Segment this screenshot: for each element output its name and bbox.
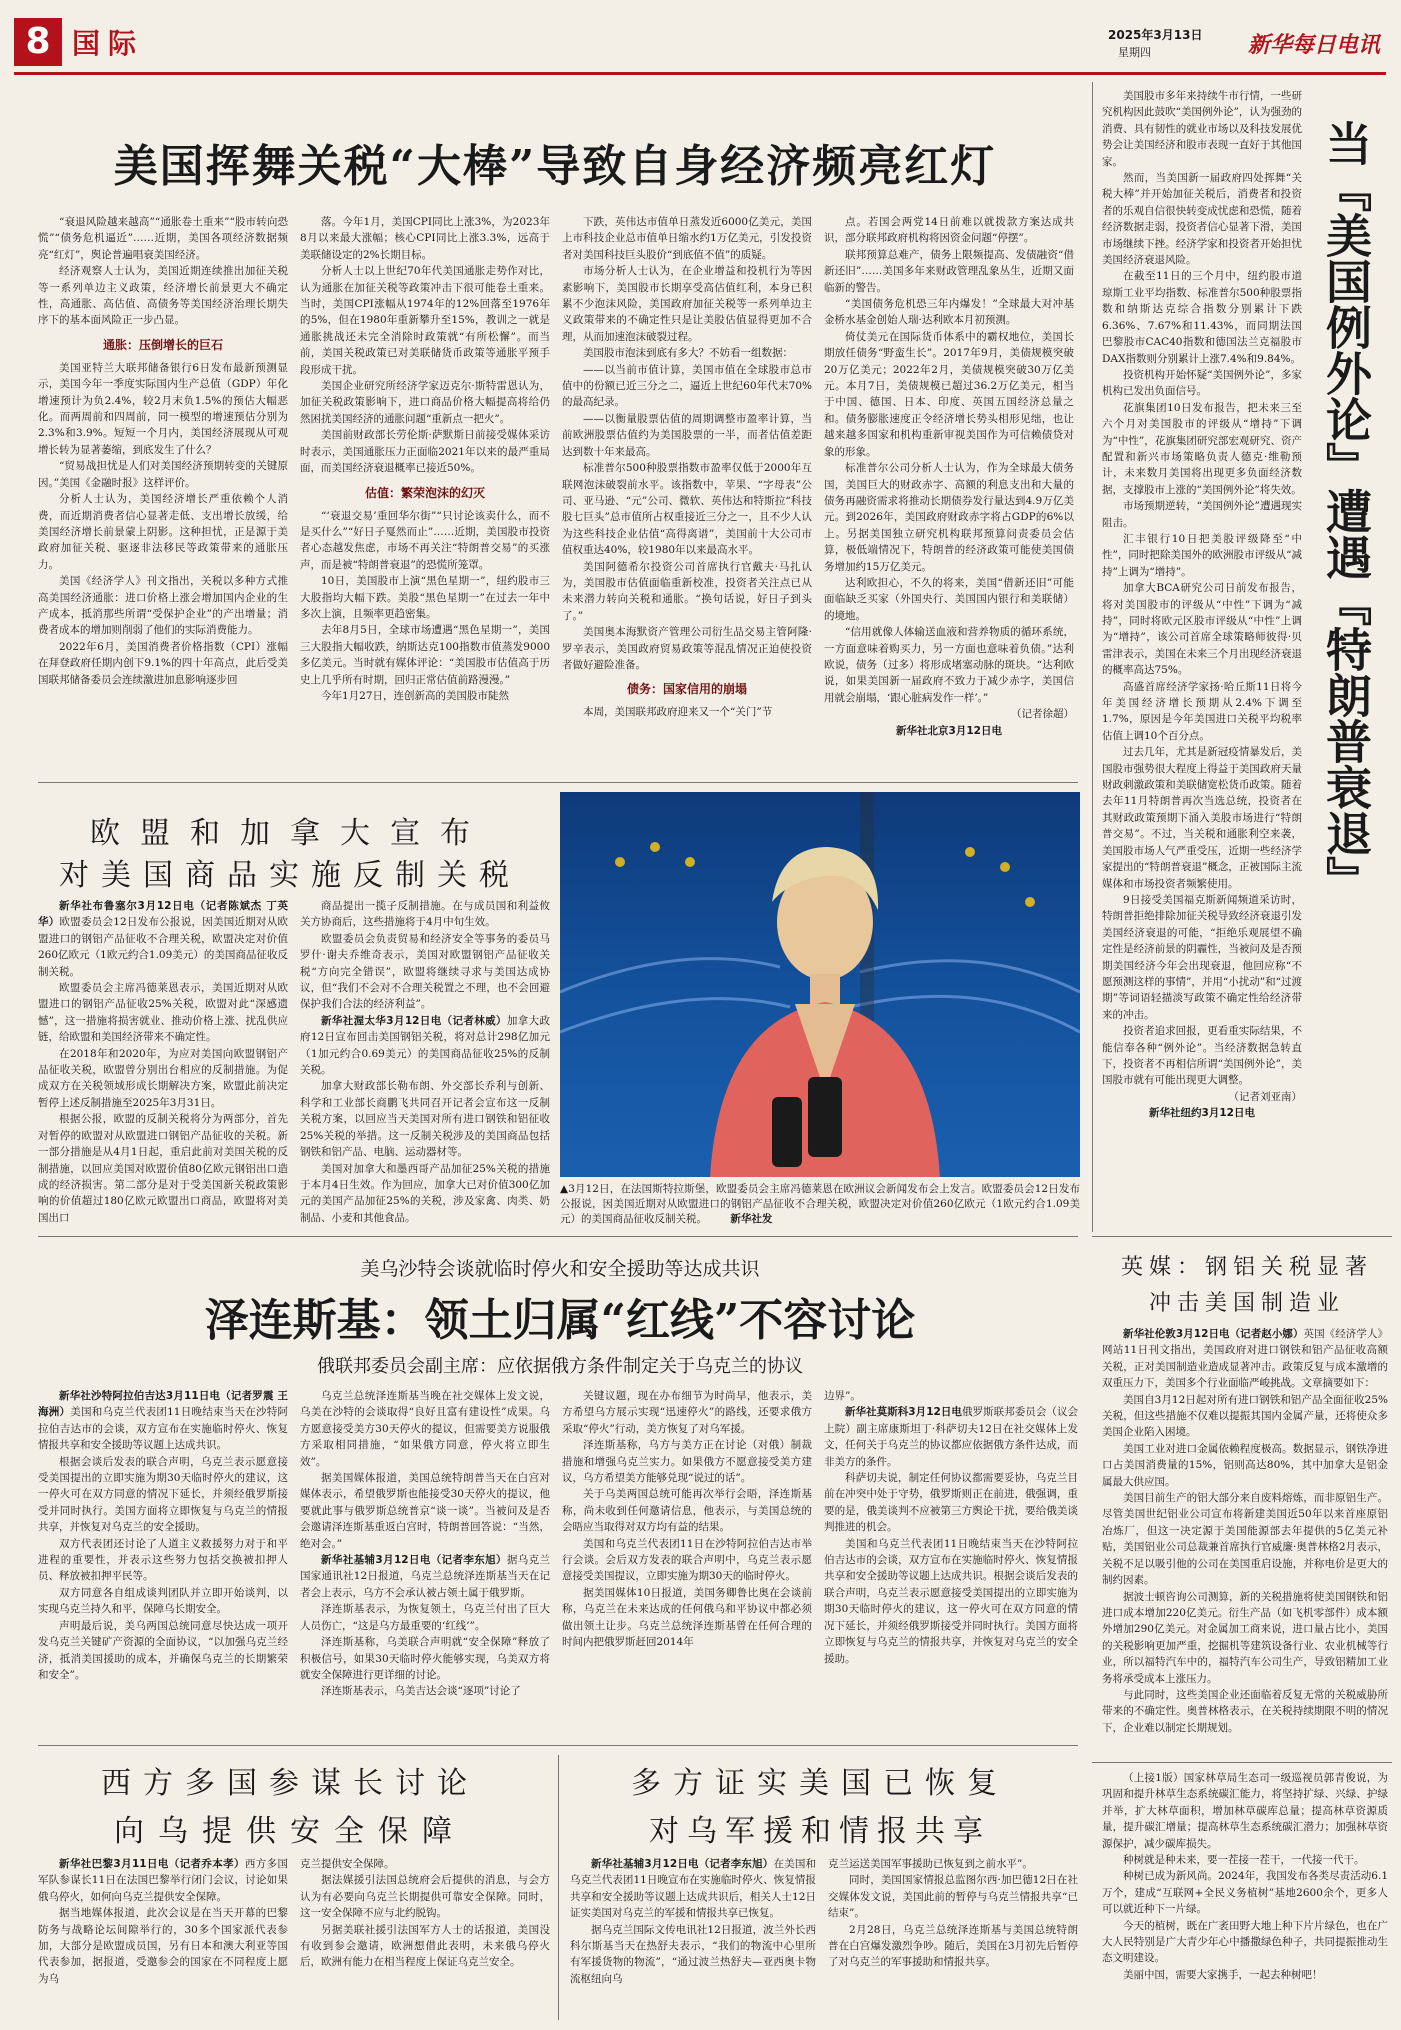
- newspaper-logo: 新华每日电讯: [1248, 32, 1381, 58]
- dateline: 新华社北京3月12日电: [896, 724, 1002, 737]
- paragraph: 美丽中国，需要大家携手，一起去种树吧！: [1123, 1968, 1323, 1981]
- paragraph-text: 西方多国军队参谋长11日在法国巴黎举行闭门会议，讨论如果俄乌停火，如何向乌克兰提供安全保障。: [38, 1858, 288, 1903]
- paragraph-text: 欧盟委员会12日发布公报说，因美国近期对从欧盟进口的钢铝产品征收不合理关税，欧盟决定对价值260亿欧元（1欧元约合1.09美元）的美国商品征收反制关税。: [38, 916, 288, 978]
- paragraph: 2月28日，乌克兰总统泽连斯基与美国总统特朗普在白宫爆发激烈争吵。随后，美国在3月初先后暂停了对乌克兰的军事援助和情报共享。: [828, 1923, 1078, 1969]
- dateline: 新华社莫斯科3月12日电: [845, 1406, 962, 1419]
- paragraph: 据美国媒体报道，美国总统特朗普当天在白宫对媒体表示，希望俄罗斯也能接受30天停火的提议，他要就此事与俄罗斯总统普京“谈一谈”。当被问及是否会邀请泽连斯基重返白宫时，特朗普回答说：“当然，绝对会。”: [300, 1472, 550, 1550]
- byline: （记者刘亚南）: [1228, 1090, 1302, 1103]
- paragraph: 另据美联社援引法国军方人士的话报道，美国没有收到参会邀请，欧洲想借此表明，未来俄乌停火后，欧洲有能力在相当程度上保证乌克兰安全。: [300, 1923, 550, 1969]
- paragraph: 泽连斯基称，乌方与美方正在讨论（对俄）制裁措施和增强乌克兰实力。如果俄方不愿意接受美方建议，乌方希望美方能够兑现“说过的话”。: [562, 1439, 812, 1485]
- article2-headline-line2: 对美国商品实施反制关税: [59, 858, 521, 893]
- header-rule: [14, 72, 1386, 75]
- paragraph: “信用就像人体输送血液和营养物质的循环系统，一方面意味着购买力，另一方面也意味着负债。”达利欧说，债务（过多）将形成堵塞动脉的斑块。“达利欧说，如果美国新一届政府不致力于减少赤字，美国信用就会崩塌，‘跟心脏病发作一样’。”: [824, 626, 1074, 704]
- paragraph-text: 据乌克兰国家通讯社12日报道，乌克兰总统泽连斯基当天在记者会上表示，乌方不会承认被占领土属于俄罗斯。: [300, 1554, 550, 1599]
- page-number-box: 8: [14, 18, 62, 66]
- paragraph: 今年1月27日，连创新高的美国股市陡然: [321, 689, 510, 702]
- issue-weekday: 星期四: [1118, 46, 1151, 59]
- paragraph: “‘衰退交易’重回华尔街”“只讨论该卖什么，而不是买什么”“好日子戛然而止”……近期，美国股市投资者心态越发焦虑，市场不再关注“特朗普交易”的买涨声，而是被“特朗普衰退”的恐慌所笼罩。: [300, 509, 550, 571]
- paragraph: 科萨切夫说，制定任何协议都需要妥协，乌克兰目前在冲突中处于守势，俄罗斯则正在前进，俄强调，重要的是，俄美谈判不应被第三方舆论干扰，要给俄美谈判推进的机会。: [824, 1472, 1078, 1534]
- paragraph: 乌克兰总统泽连斯基当晚在社交媒体上发文说，乌美在沙特的会谈取得“良好且富有建设性”成果。乌方愿意接受美方30天停火的提议，但需要美方说服俄方采取相同措施，“如果俄方同意，停火将立即生效”。: [300, 1390, 550, 1468]
- paragraph: 在截至11日的三个月中，纽约股市道琼斯工业平均指数、标准普尔500种股票指数和纳斯达克综合指数分别累计下跌6.36%、7.67%和11.43%，而同期法国巴黎股市CAC40指数和德国法兰克福股市DAX指数则分别累计上涨7.4%和9.84%。: [1102, 270, 1302, 365]
- paragraph: 种树已成为新风尚。2024年，我国发布各类尽责活动6.1万个，建成“互联网+全民义务植树”基地2600余个，更多人可以就近种下一片绿。: [1102, 1870, 1388, 1916]
- paragraph: 标准普尔公司分析人士认为，作为全球最大债务国，美国巨大的财政赤字、高额的利息支出和大量的债务再融资需求将推动长期债券发行量达到4.9万亿美元。到2026年，美国政府财政赤字将占GDP的6%以上。另据美国独立研究机构联邦预算问责委员会估算，极低端情况下，特朗普的经济政策可能使美国债务增加约15万亿美元。: [824, 462, 1074, 573]
- subheading: 通胀：压倒增长的巨石: [102, 337, 223, 352]
- news-photo: [560, 792, 1080, 1177]
- article2-col1: [38, 898, 288, 1293]
- subheading: 估值：繁荣泡沫的幻灭: [364, 485, 485, 500]
- dateline: 新华社巴黎3月11日电（记者乔本孝）: [59, 1858, 245, 1870]
- side2-headline-line2: 冲击美国制造业: [1148, 1291, 1345, 1316]
- photo-credit: 新华社发: [730, 1213, 773, 1225]
- paragraph: [38, 1388, 288, 1454]
- side-divider: [1092, 1762, 1392, 1763]
- side-divider: [1092, 1236, 1392, 1237]
- paragraph: 泽连斯基表示，为恢复领土，乌克兰付出了巨大人员伤亡，“这是乌方最重要的‘红线’”。: [300, 1603, 550, 1632]
- article3-col4: [824, 1388, 1078, 1733]
- paragraph: 美国股市多年来持续牛市行情，一些研究机构因此鼓吹“美国例外论”，认为强劲的消费、具有韧性的就业市场以及科技发展优势会让美国经济和股市表现一直好于其他国家。: [1102, 90, 1302, 168]
- issue-date: 2025年3月13日: [1108, 28, 1203, 42]
- paragraph: 据法媒援引法国总统府会后提供的消息，与会方认为有必要向乌克兰长期提供可靠安全保障。同时，这一安全保障不应与北约脱钩。: [300, 1874, 550, 1920]
- paragraph: 美国工业对进口金属依赖程度极高。数据显示，钢铁净进口占美国消费量的15%，铝则高达80%，其中加拿大是铝金属最大供应国。: [1102, 1442, 1388, 1488]
- divider: [38, 782, 1078, 783]
- article3-subheadline: 俄联邦委员会副主席：应依据俄方条件制定关于乌克兰的协议: [317, 1356, 803, 1377]
- paragraph: [570, 1856, 816, 1922]
- paragraph: “衰退风险越来越高”“通胀卷土重来”“股市转向恐慌”“债务危机逼近”……近期，美国各项经济数据频亮“红灯”，舆论普遍唱衰美国经济。: [38, 216, 288, 261]
- dateline: 新华社伦敦3月12日电（记者赵小娜）: [1123, 1328, 1304, 1340]
- article4-col1: [38, 1856, 288, 2022]
- paragraph: 与此同时，这些美国企业还面临着反复无常的关税威胁所带来的不确定性。奥普林格表示，在关税持续期限不明的情况下，企业难以制定长期规划。: [1102, 1688, 1388, 1734]
- paragraph: 美国目前生产的铝大部分来自废料熔炼，而非原铝生产。尽管美国世纪铝业公司宣布将新建美国近50年以来首座原铝冶炼厂，但这一决定源于美国能源部去年提供的5亿美元补贴，美国铝业公司总裁兼首席执行官威廉·奥普林格2月表示，关税不足以吸引他的公司在美国重启设施，并称电价是更大的制约因素。: [1102, 1492, 1388, 1587]
- paragraph-text: 英国《经济学人》网站11日刊文指出，美国政府对进口钢铁和铝产品征收高额关税，正对美国制造业造成显著冲击。政策反复与成本激增的双重压力下，美国多个行业面临严峻挑战。文章摘要如下：: [1102, 1328, 1388, 1390]
- paragraph: 种树就是种未来，要一茬接一茬干，一代接一代干。: [1123, 1854, 1365, 1867]
- dateline: 新华社基辅3月12日电（记者李东旭）: [321, 1554, 507, 1567]
- paragraph: 然而，当美国新一届政府四处挥舞“关税大棒”并开始加征关税后，消费者和投资者的乐观自信很快转变成忧虑和恐慌，随着经济数据走弱，投资者信心显著下滑，美国市场继续下挫。经济学家和投资者开始担忧美国经济衰退风险。: [1102, 172, 1302, 267]
- article3-col2: [300, 1388, 550, 1733]
- paragraph: 美国亚特兰大联邦储备银行6日发布最新预测显示，美国今年一季度实际国内生产总值（GDP）年化增速预计为负2.4%，较2月末负1.5%的预估大幅恶化。而两周前和四周前，同一模型的增速预估分别为2.3%和3.9%。短短一个月内，美国经济展现从可观增长转为显著萎缩，到底发生了什么？: [38, 361, 288, 456]
- paragraph: 泽连斯基表示，乌美吉达会谈“逐项”讨论了: [321, 1685, 521, 1698]
- article1-col4: [824, 214, 1074, 769]
- article3-col1: [38, 1388, 288, 1733]
- paragraph: 9日接受美国福克斯新闻频道采访时，特朗普拒绝排除加征关税导致经济衰退引发美国经济衰退的可能，“拒绝乐观展望不确定性是经济前景的阴霾性，当被问及是否预期美国经济今年会出现衰退，他回应称“不愿预测这样的事情”，并用“小扰动”和“过渡期”等词语轻描淡写政策不确定性给经济带来的冲击。: [1102, 893, 1302, 1021]
- paragraph: 关于乌美两国总统可能再次举行会晤，泽连斯基称，尚未收到任何邀请信息，他表示，与美国总统的会晤应当取得对双方均有益的结果。: [562, 1488, 812, 1534]
- article4-col2: [300, 1856, 550, 2022]
- article5-headline-line1: 多方证实美国已恢复: [631, 1766, 1009, 1801]
- side3-body: [1102, 1770, 1388, 2022]
- paragraph: 双方代表团还讨论了人道主义救援努力对于和平进程的重要性，并表示这些努力包括交换被扣押人员、释放被扣押平民等。: [38, 1537, 288, 1583]
- paragraph: 克兰运送美国军事援助已恢复到之前水平”。: [828, 1858, 1033, 1870]
- paragraph: [38, 1856, 288, 1905]
- paragraph: 美国对加拿大和墨西哥产品加征25%关税的措施于本月4日生效。作为回应，加拿大已对价值300亿加元的美国产品加征25%的关税，涉及家禽、肉类、奶制品、小麦和其他食品。: [300, 1162, 550, 1224]
- paragraph: 点。若国会两党14日前难以就拨款方案达成共识，部分联邦政府机构将因资金问题“停摆”。: [824, 216, 1074, 245]
- paragraph: “美国债务危机恐三年内爆发！”全球最大对冲基金桥水基金创始人瑞·达利欧本月初预测。: [824, 298, 1074, 327]
- paragraph: 10日，美国股市上演“黑色星期一”，纽约股市三大股指均大幅下跌。美股“黑色星期一”在过去一年中多次上演，且频率更趋密集。: [300, 575, 550, 620]
- article2-headline-line1: 欧盟和加拿大宣布: [90, 816, 490, 851]
- paragraph: 声明最后说，美乌两国总统同意尽快达成一项开发乌克兰关键矿产资源的全面协议，“以加强乌克兰经济，抵消美国援助的成本，并确保乌克兰的长期繁荣和安全”。: [38, 1619, 288, 1681]
- dateline: 新华社沙特阿拉伯吉达3月11日电（记者罗震 王海洲）: [38, 1390, 288, 1419]
- paragraph: [1102, 1326, 1388, 1392]
- paragraph: 根据会谈后发表的联合声明，乌克兰表示愿意接受美国提出的立即实施为期30天临时停火的建议，这一停火可在双方同意的情况下延长，并须经俄罗斯接受并同时执行。美国方面将立即恢复与乌克兰的情报共享，并恢复对乌克兰的安全援助。: [38, 1455, 288, 1534]
- paragraph: 边界”。: [824, 1390, 861, 1402]
- paragraph: （上接1版）国家林草局生态司一级巡视员郭青俊说，为巩固和提升林草生态系统碳汇能力，将坚持扩绿、兴绿、护绿并举，扩大林草面积，增加林草碳库总量；提高林草资源质量，提升碳汇增量；提高林草生态系统碳汇潜力；加强林草资源保护，减少碳库损失。: [1102, 1772, 1388, 1850]
- dateline: 新华社布鲁塞尔3月12日电（记者陈斌杰 丁英华）: [38, 900, 288, 929]
- paragraph: 市场预期逆转，“美国例外论”遭遇现实阻击。: [1102, 500, 1302, 529]
- paragraph: 高盛首席经济学家扬·哈丘斯11日将今年美国经济增长预期从2.4%下调至1.7%，原因是今年美国进口关税平均税率估值上调10个百分点。: [1102, 680, 1302, 742]
- paragraph: 泽连斯基称，乌美联合声明就“安全保障”释放了积极信号，如果30天临时停火能够实现，乌美双方将就安全保障进行更详细的讨论。: [300, 1636, 550, 1681]
- article3-col3: [562, 1388, 812, 1733]
- paragraph: 美国《经济学人》刊文指出，关税以多种方式推高美国经济通胀：进口价格上涨会增加国内企业的生产成本，抵消那些所谓“受保护企业”的产出增量；消费者成本的增加则削弱了他们的实际消费能力。: [38, 575, 288, 637]
- article1-col1: [38, 214, 288, 769]
- paragraph: 分析人士认为，美国经济增长严重依赖个人消费，而近期消费者信心显著走低、支出增长放缓，给美国经济增长前景蒙上阴影。这种担忧，正是源于美政府加征关税、驱逐非法移民等政策带来的通胀压力。: [38, 493, 288, 571]
- paragraph: 美国阿德希尔投资公司首席执行官戴夫·马扎认为，美国股市估值面临重新校准，投资者关注点已从未来潜力转向关税和通胀。“换句话说，好日子到头了。”: [562, 560, 812, 622]
- paragraph: 美国股市泡沫到底有多大？不妨看一组数据：: [583, 347, 793, 360]
- paragraph: 克兰提供安全保障。: [300, 1858, 395, 1870]
- paragraph: 市场分析人士认为，在企业增益和投机行为等因素影响下，美国股市长期享受高估值红利，本身已积累不少泡沫风险，美国政府加征关税等一系列单边主义政策带来的不确定性只是让美股估值显得更加不合理，从而加速泡沫破裂过程。: [562, 265, 812, 343]
- paragraph: [300, 1013, 550, 1079]
- paragraph: 落。今年1月，美国CPI同比上涨3%，为2023年8月以来最大涨幅；核心CPI同比上涨3.3%，远高于美联储设定的2%长期目标。: [300, 216, 550, 261]
- byline: （记者徐超）: [1011, 708, 1074, 721]
- paragraph: 美国企业研究所经济学家迈克尔·斯特雷恩认为，加征关税政策影响下，进口商品价格大幅提高将给仍然困扰美国经济的通胀问题“重新点一把火”。: [300, 380, 550, 425]
- paragraph-text: 美国和乌克兰代表团11日晚结束当天在沙特阿拉伯吉达市的会谈，双方宣布在实施临时停火、恢复情报共享和安全援助等议题上达成共识。: [38, 1406, 288, 1452]
- paragraph: 同时，美国国家情报总监图尔西·加巴德12日在社交媒体发文说，美国此前的暂停与乌克兰情报共享“已结束”。: [828, 1874, 1078, 1920]
- paragraph: 美国自3月12日起对所有进口钢铁和铝产品全面征收25%关税，但这些措施不仅难以提振其国内金属产量，还将使众多美国企业陷入困境。: [1102, 1393, 1388, 1439]
- side1-body: [1102, 88, 1302, 1226]
- paragraph: 据波士顿咨询公司测算，新的关税措施将使美国钢铁和铝进口成本增加220亿美元。衍生产品（如飞机零部件）成本额外增加290亿美元。对金属加工商来说，进口量占比小，美国的关税影响更加严重，挖掘机等建筑设备行业、农业机械等行业，所以福特汽车中的，福特汽车公司生产，导致铝精加工业务将承受成本上涨压力。: [1102, 1590, 1388, 1685]
- paragraph: 投资者追求回报，更看重实际结果，不能信奉各种“例外论”。当经济数据急转直下，投资者不再相信所谓“美国例外论”，美国股市就有可能出现更大调整。: [1102, 1025, 1302, 1087]
- paragraph-text: 加拿大政府12日宣布回击美国钢铝关税，将对总计298亿加元（1加元约合0.69美元）的美国商品征收25%的反制关税。: [300, 1014, 550, 1077]
- paragraph: 在2018年和2020年，为应对美国向欧盟钢铝产品征收关税，欧盟曾分别出台相应的反制措施。为促成双方在关税领域形成长期解决方案，欧盟此前决定暂停上述反制措施至2025年3月31日。: [38, 1047, 288, 1109]
- paragraph: 下跌，英伟达市值单日蒸发近6000亿美元，美国上市科技企业总市值单日缩水约1万亿美元，引发投资者对美国科技巨头股价“到底值不值”的质疑。: [562, 216, 812, 261]
- paragraph: “贸易战担忧是人们对美国经济预期转变的关键原因。”美国《金融时报》这样评价。: [38, 460, 288, 489]
- paragraph: 2022年6月，美国消费者价格指数（CPI）涨幅在拜登政府任期内创下9.1%的四十年高点，此后受美国联邦储备委员会连续激进加息影响逐步回: [38, 640, 288, 686]
- side2-headline-line1: 英媒：钢铝关税显著: [1120, 1255, 1373, 1280]
- paragraph: [824, 1404, 1078, 1470]
- paragraph: 双方同意各自组成谈判团队并立即开始谈判，以实现乌克兰持久和平，保障乌长期安全。: [38, 1586, 288, 1616]
- article5-col2: [828, 1856, 1078, 2022]
- divider: [38, 1745, 1078, 1746]
- dateline: 新华社基辅3月12日电（记者李东旭）: [591, 1858, 774, 1870]
- divider: [38, 1236, 1078, 1237]
- paragraph: 倚仗美元在国际货币体系中的霸权地位，美国长期放任债务“野蛮生长”。2017年9月，美债规模突破20万亿美元；2022年2月，美债规模突破30万亿美元。本月7日，美债规模已超过36.2万亿美元，相当于中国、德国、日本、印度、英国五国经济总量之和。债务膨胀速度正令经济增长势头相形见绌，也让越来越多国家和机构重新审视美国作为可信赖债贷对象的形象。: [824, 330, 1074, 458]
- paragraph: 加拿大财政部长勒布朗、外交部长乔利与创新、科学和工业部长商鹏飞共同召开记者会宣布这一反制关税方案，以回应当天美国对所有进口钢铁和铝征收25%关税的举措。这一反制关税涉及的美国商品包括钢铁和铝产品、电脑、运动器材等。: [300, 1080, 550, 1159]
- side2-body: [1102, 1326, 1388, 1756]
- paragraph: [38, 898, 288, 980]
- paragraph: 美国前财政部长劳伦斯·萨默斯日前接受媒体采访时表示，美国通胀压力正面临2021年以来的最严重局面，而美国经济衰退概率已接近50%。: [300, 429, 550, 475]
- paragraph: 据美国媒体10日报道，美国务卿鲁比奥在会谈前称，乌克兰在未来达成的任何俄乌和平协议中都必须做出领土让步。乌克兰总统泽连斯基曾在任何合理的时间内把俄罗斯赶回2014年: [562, 1586, 812, 1649]
- paragraph: 经济观察人士认为，美国近期连续推出加征关税等一系列单边主义政策，经济增长前景更大不确定性，高通胀、高估值、高债务等美国经济治理长期失序下的基本面风险正一步凸显。: [38, 265, 288, 327]
- dateline: 新华社纽约3月12日电: [1149, 1107, 1255, 1120]
- dateline: 新华社渥太华3月12日电（记者林威）: [321, 1014, 507, 1027]
- paragraph: 标准普尔500种股票指数市盈率仅低于2000年互联网泡沫破裂前水平。该指数中，苹果、“字母表”公司、亚马逊、“元”公司、微软、英伟达和特斯拉“科技股七巨头”总市值所占权重接近三分之一，且不少人认为这些科技企业估值“高得离谱”，美国前十大公司市值权重达40%，较1980年以来最高水平。: [562, 462, 812, 557]
- photo-caption: [560, 1182, 1080, 1227]
- paragraph: 今天的植树，既在广袤田野大地上种下片片绿色，也在广大人民特别是广大青少年心中播撒绿色种子，共同提振推动生态文明建设。: [1102, 1919, 1388, 1965]
- article4-headline-line2: 向乌提供安全保障: [114, 1814, 466, 1849]
- paragraph: [300, 1552, 550, 1601]
- article1-headline: 美国挥舞关税“大棒”导致自身经济频亮红灯: [113, 141, 997, 192]
- paragraph: 加拿大BCA研究公司日前发布报告，将对美国股市的评级从“中性”下调为“减持”，同时将欧元区股市评级从“中性”上调为“增持”，该公司首席全球策略师彼得·贝雷津表示，美国在未来三个月出现经济衰退的概率高达75%。: [1102, 582, 1302, 677]
- paragraph: 美国和乌克兰代表团11日晚结束当天在沙特阿拉伯吉达市的会谈，双方宣布在实施临时停火、恢复情报共享和安全援助等议题上达成共识。根据会谈后发表的联合声明，乌克兰表示愿意接受美国提出的立即实施为期30天临时停火的建议，这一停火可在双方同意的情况下延长，并须经俄罗斯接受并同时执行。美国方面将立即恢复与乌克兰的情报共享，并恢复对乌克兰的安全援助。: [824, 1537, 1078, 1665]
- article4-headline-line1: 西方多国参谋长讨论: [101, 1766, 479, 1801]
- paragraph: 分析人士以上世纪70年代美国通胀走势作对比，认为通胀在加征关税等政策冲击下很可能卷土重来。当时，美国CPI涨幅从1974年的12%回落至1976年的5%，但在1980年重新攀升至15%，教训之一就是通胀挑战还未完全消除时政策就“有所松懈”。而当前，美国关税政策已对美联储货币政策等通胀平预手段形成干扰。: [300, 265, 550, 376]
- paragraph: 商品提出一揽子反制措施。在与成员国和利益攸关方协商后，这些措施将于4月中旬生效。: [300, 900, 550, 929]
- paragraph: 达利欧担心，不久的将来，美国“借新还旧”可能面临缺乏买家（外国央行、美国国内银行和美联储）的境地。: [824, 576, 1074, 622]
- paragraph: 去年8月5日，全球市场遭遇“黑色星期一”，美国三大股指大幅收跌，纳斯达克100指数市值蒸发9000多亿美元。当时就有媒体评论：“美国股市估值高于历史上几乎所有时期，回归正常估值前路漫漫。”: [300, 624, 550, 686]
- article5-col1: [570, 1856, 816, 2022]
- paragraph: 欧盟委员会负责贸易和经济安全等事务的委员马罗什·谢夫乔维奇表示，美国对欧盟钢铝产品征收关税“方向完全错误”，欧盟将继续寻求与美国达成协议，但“我们不会对不合理关税置之不理，也不会回避保护我们合法的经济利益”。: [300, 932, 550, 1011]
- paragraph-text: 俄罗斯联邦委员会（议会上院）副主席康斯坦丁·科萨切夫12日在社交媒体上发文，任何关于乌克兰的协议都应依据俄方条件达成，而非美方的条件。: [824, 1406, 1078, 1468]
- caption-text: ▲3月12日，在法国斯特拉斯堡，欧盟委员会主席冯德莱恩在欧洲议会新闻发布会上发言。欧盟委员会12日发布公报说，因美国近期对从欧盟进口的钢铝产品征收不合理关税，欧盟决定对价值260亿欧元（1欧元约合1.09美元）的美国商品征收反制关税。: [560, 1183, 1080, 1225]
- article3-kicker: 美乌沙特会谈就临时停火和安全援助等达成共识: [360, 1258, 760, 1280]
- paragraph-text: 在美国和乌克兰代表团11日晚宣布在实施临时停火、恢复情报共享和安全援助等议题上达成共识后，相关人士12日证实美国对乌克兰的军援和情报共享已恢复。: [570, 1858, 816, 1920]
- paragraph: ——以衡量股票估值的周期调整市盈率计算，当前欧洲股票估值约为美国股票的一半，而者估值差距达到数十年来最高。: [562, 412, 812, 458]
- side-divider: [1092, 82, 1093, 1232]
- paragraph: 据当地媒体报道，此次会议是在当天开幕的巴黎防务与战略论坛间隙举行的，30多个国家派代表参加，大部分是欧盟成员国，另有日本和澳大利亚等国代表参加，据报道，受邀参会的国家在不同程度上愿为乌: [38, 1907, 288, 1985]
- paragraph: 投资机构开始怀疑“美国例外论”，多家机构已发出负面信号。: [1102, 368, 1302, 398]
- article2-col2: [300, 898, 550, 1293]
- paragraph: 花旗集团10日发布报告，把未来三至六个月对美国股市的评级从“增持”下调为“中性”，花旗集团研究部宏观研究、资产配置和新兴市场策略负责人德克·维勒预计，未来数月美国将出现更多负面经济数据，支撑股市上涨的“美国例外论”将失效。: [1102, 401, 1302, 496]
- paragraph: 过去几年，尤其是新冠疫情暴发后，美国股市强势很大程度上得益于美国政府天量财政刺激政策和美联储宽松货币政策。随着去年11月特朗普再次当选总统，投资者在其财政政策预期下涌入美股市场进行“特朗普交易”。不过，当关税和通胀利空来袭，美国股市场人气严重受压，近期一些经济学家提出的“特朗普衰退”概念，正被国际主流媒体和市场投资者频繁使用。: [1102, 746, 1302, 890]
- photo-illustration: [560, 792, 1080, 1177]
- paragraph: 据乌克兰国际文传电讯社12日报道，波兰外长西科尔斯基当天在热舒夫表示，“我们的物流中心里所有军援货物的物流”，“通过波兰热舒夫—亚西奥卡物流枢纽向乌: [570, 1923, 816, 1985]
- article5-headline-line2: 对乌军援和情报共享: [649, 1814, 991, 1849]
- paragraph: ——以当前市值计算，美国市值在全球股市总市值中的份额已近三分之二，逼近上世纪60年代末70%的最高纪录。: [562, 363, 812, 409]
- divider: [558, 1755, 559, 2020]
- article1-col3: [562, 214, 812, 769]
- paragraph: 联邦预算总难产，债务上限频提高、发债融资“借新还旧”……美国多年来财政管理乱象丛生，近期又面临新的警告。: [824, 248, 1074, 294]
- paragraph: 本周，美国联邦政府迎来又一个“关门”节: [583, 706, 773, 719]
- side1-headline: 当『美国例外论』遭遇『特朗普衰退』: [1319, 120, 1373, 902]
- article3-headline: 泽连斯基：领土归属“红线”不容讨论: [204, 1295, 916, 1346]
- section-name: 国际: [72, 27, 145, 60]
- paragraph: 关键议题，现在办布细节为时尚早，他表示，美方希望乌方展示实现“迅速停火”的路线，还要求俄方采取“停火”行动，美方恢复了对乌军援。: [562, 1390, 812, 1435]
- article1-col2: [300, 214, 550, 769]
- paragraph: 汇丰银行10日把美股评级降至“中性”，同时把除美国外的欧洲股市评级从“减持”上调为“增持”。: [1102, 532, 1302, 578]
- paragraph: 欧盟委员会主席冯德莱恩表示，美国近期对从欧盟进口的钢铝产品征收25%关税，欧盟对此“深感遗憾”，这一措施将损害就业、推动价格上涨、扰乱供应链，给欧盟和美国经济带来不确定性。: [38, 982, 288, 1044]
- paragraph: 美国奥本海默资产管理公司衍生品交易主管阿隆·罗辛表示，美国政府贸易政策等混乱情况正迫使投资者做好避险准备。: [562, 626, 812, 671]
- subheading: 债务：国家信用的崩塌: [626, 682, 747, 697]
- paragraph: 根据公报，欧盟的反制关税将分为两部分，首先对暂停的欧盟对从欧盟进口钢铝产品征收的关税。新一部分措施是从4月1日起，重启此前对美国关税的反制措施，以回应美国对欧盟价值80亿欧元钢铝出口造成的经济损害。第二部分是对于受美国新关税政策影响的价值超过180亿欧元欧盟出口商品，欧盟将对美国出口: [38, 1113, 288, 1224]
- paragraph: 美国和乌克兰代表团11日在沙特阿拉伯吉达市举行会谈。会后双方发表的联合声明中，乌克兰表示愿意接受美国提议，立即实施为期30天的临时停火。: [562, 1537, 812, 1583]
